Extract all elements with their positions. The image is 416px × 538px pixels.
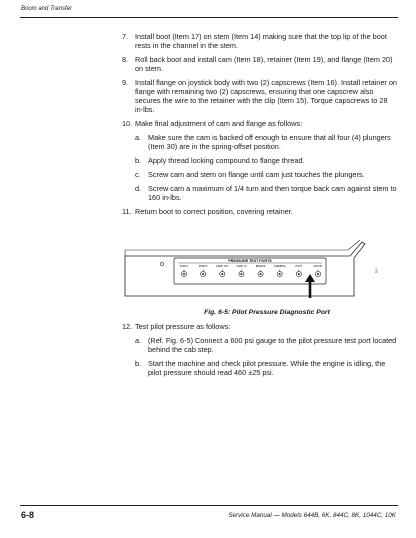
port-label: ACCUM. (313, 266, 323, 268)
port-fitting-center-icon (260, 273, 262, 275)
step-number: 8. (122, 55, 129, 64)
substep-text: (Ref. Fig. 6-5) Connect a 600 psi gauge to the pilot pressure test port located behind the cab step. (148, 336, 397, 354)
port-fitting-center-icon (221, 273, 223, 275)
substep-text: Apply thread locking compound to flange thread. (148, 156, 305, 165)
step-number: 7. (122, 32, 129, 41)
substep-letter: b. (135, 156, 142, 165)
procedure-steps-continued (122, 322, 397, 382)
substep-10d (135, 184, 397, 202)
substep-12a (135, 336, 397, 354)
port-label: BRAKES (255, 266, 266, 268)
step-text: Install boot (Item 17) on stem (Item 14) making sure that the top lip of the boot rests in the channel in the stem. (135, 32, 387, 50)
figure-caption: Fig. 6-5: Pilot Pressure Diagnostic Port (204, 309, 330, 316)
port-fitting-center-icon (202, 273, 204, 275)
panel-top-edge (125, 240, 360, 256)
pressure-test-ports-figure (122, 240, 367, 298)
step-text: Test pilot pressure as follows: (135, 322, 231, 331)
step-text: Return boot to correct position, covering retainer. (135, 207, 293, 216)
step-8 (122, 55, 397, 73)
port-fitting-center-icon (240, 273, 242, 275)
page-number: 6-8 (21, 510, 35, 520)
substep-letter: a. (135, 336, 142, 345)
port-label: STEERING (273, 266, 286, 268)
header-section-title: Boom and Transfer (21, 6, 72, 12)
step-number: 12. (122, 322, 133, 331)
step-text: Make final adjustment of cam and flange as follows: (135, 119, 303, 128)
port-label: CARR. OUT (215, 266, 229, 268)
step-9 (122, 78, 397, 114)
substep-10a (135, 133, 397, 151)
step-7 (122, 32, 397, 50)
port-fitting-center-icon (183, 273, 185, 275)
step-10 (122, 119, 397, 202)
step-text: Roll back boot and install cam (Item 18), retainer (Item 19), and flange (Item 20) on stem. (135, 55, 393, 73)
step-12-substeps (135, 336, 397, 377)
port-label: CARR. IN (236, 266, 247, 268)
step-12 (122, 322, 397, 377)
step-number: 11. (122, 207, 132, 216)
plate-title: PRESSURE TEST PORTS (228, 259, 272, 263)
substep-letter: c. (135, 170, 141, 179)
step-11 (122, 207, 397, 216)
step-text: Install flange on joystick body with two (2) capscrews (Item 16). Install retainer on flange with remaining two (2) capscrews, ensuring that one capscrew also secures the wire to the retainer with the clip (Item 15). Torque capscrews to 28 in-lbs. (135, 78, 397, 114)
substep-letter: b. (135, 359, 142, 368)
step-number: 9. (122, 78, 129, 87)
figure-id: ko (373, 268, 379, 273)
substep-12b (135, 359, 397, 377)
port-label: PUMP 1 (179, 266, 189, 268)
procedure-steps (122, 32, 397, 221)
substep-10c (135, 170, 397, 179)
port-fitting-center-icon (317, 273, 319, 275)
substep-10b (135, 156, 397, 165)
substep-letter: a. (135, 133, 142, 142)
mounting-hole-icon (160, 262, 163, 265)
substep-text: Screw cam and stem on flange until cam just touches the plungers. (148, 170, 365, 179)
manual-title: Service Manual — Models 644B, 6K, 844C, 8K, 1044C, 10K (228, 512, 396, 519)
substep-text: Screw cam a maximum of 1/4 turn and then torque back cam against stem to 160 in-lbs. (148, 184, 397, 202)
port-fitting-center-icon (279, 273, 281, 275)
substep-text: Make sure the cam is backed off enough to ensure that all four (4) plungers (Item 30) are in the spring-offset position. (148, 133, 391, 151)
substep-letter: d. (135, 184, 142, 193)
step-10-substeps (135, 133, 397, 202)
port-fitting-center-icon (298, 273, 300, 275)
header-rule (20, 17, 398, 18)
footer-rule (20, 505, 398, 506)
port-label: PUMP 2 (198, 266, 208, 268)
step-number: 10. (122, 119, 133, 128)
port-label: PILOT (295, 266, 303, 268)
substep-text: Start the machine and check pilot pressure. While the engine is idling, the pilot pressure should read 460 ±25 psi. (148, 359, 386, 377)
